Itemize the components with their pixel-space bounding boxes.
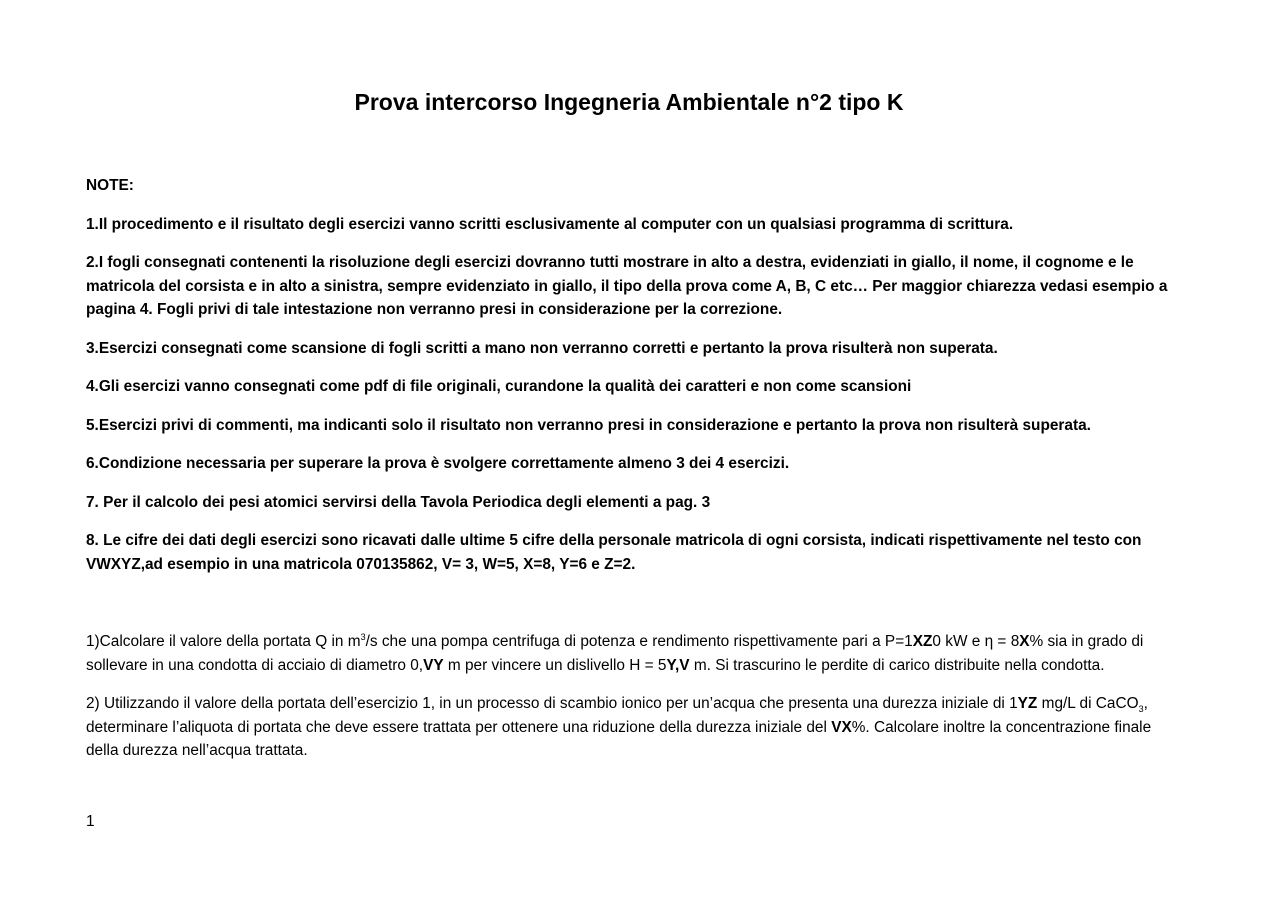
note-item: 1.Il procedimento e il risultato degli esercizi vanno scritti esclusivamente al computer con un qualsiasi programma di scrittura. [86, 215, 1014, 233]
variable-digits: YZ [1017, 695, 1038, 712]
variable-digits: X [1019, 633, 1030, 650]
notes-heading: NOTE: [86, 177, 134, 194]
page-number: 1 [86, 813, 95, 830]
note-item: 5.Esercizi privi di commenti, ma indicanti solo il risultato non verranno presi in considerazione e pertanto la prova non risulterà superata. [86, 416, 1091, 434]
exercise-text: 0 kW e η = 8 [932, 633, 1020, 650]
subscript: 3 [1138, 704, 1144, 715]
exercise-text: % sia in grado di sollevare in una condotta di acciaio di diametro 0, [86, 633, 1144, 674]
exercise-1 [86, 630, 1176, 677]
note-item: 3.Esercizi consegnati come scansione di fogli scritti a mano non verranno corretti e pertanto la prova risulterà non superata. [86, 339, 998, 357]
document-title: Prova intercorso Ingegneria Ambientale n°2 tipo K [354, 89, 904, 115]
exercise-text: , determinare l’aliquota di portata che deve essere trattata per ottenere una riduzione della durezza iniziale del [86, 695, 1148, 736]
note-item: 4.Gli esercizi vanno consegnati come pdf di file originali, curandone la qualità dei caratteri e non come scansioni [86, 378, 912, 395]
note-item: 7. Per il calcolo dei pesi atomici servirsi della Tavola Periodica degli elementi a pag. 3 [86, 493, 711, 511]
superscript: 3 [360, 631, 366, 642]
notes-section [86, 174, 1176, 591]
variable-digits: VX [831, 718, 852, 736]
exercise-text: /s che una pompa centrifuga di potenza e rendimento rispettivamente pari a P=1 [365, 633, 913, 650]
variable-digits: XZ [912, 633, 933, 650]
variable-digits: Y,V [666, 656, 690, 674]
variable-digits: VY [423, 656, 444, 674]
exercise-text: %. Calcolare inoltre la concentrazione finale della durezza nell’acqua trattata. [86, 718, 1152, 759]
exercises-section [86, 630, 1176, 778]
note-item: 8. Le cifre dei dati degli esercizi sono ricavati dalle ultime 5 cifre della personale matricola di ogni corsista, indicati rispettivamente nel testo con VWXYZ,ad esempio in una matricola 070135862, V= 3, W=5, X=8, Y=6 e Z=2. [86, 532, 1142, 573]
exercise-text: 1)Calcolare il valore della portata Q in m [86, 633, 361, 650]
exercise-text: mg/L di CaCO [1037, 695, 1139, 712]
exercise-2 [86, 692, 1176, 763]
exercise-text: 2) Utilizzando il valore della portata dell’esercizio 1, in un processo di scambio ionico per un’acqua che presenta una durezza iniziale di 1 [86, 695, 1018, 712]
note-item: 2.I fogli consegnati contenenti la risoluzione degli esercizi dovranno tutti mostrare in alto a destra, evidenziati in giallo, il nome, il cognome e le matricola del corsista e in alto a sinistra, sempre evidenziato in giallo, il tipo della prova come A, B, C etc… Per maggior chiarezza vedasi esempio a pagina 4. Fogli privi di tale intestazione non verranno presi in considerazione per la correzione. [86, 254, 1168, 318]
exercise-text: m per vincere un dislivello H = 5 [443, 656, 667, 674]
note-item: 6.Condizione necessaria per superare la prova è svolgere correttamente almeno 3 dei 4 esercizi. [86, 455, 790, 472]
exercise-text: m. Si trascurino le perdite di carico distribuite nella condotta. [689, 656, 1105, 674]
